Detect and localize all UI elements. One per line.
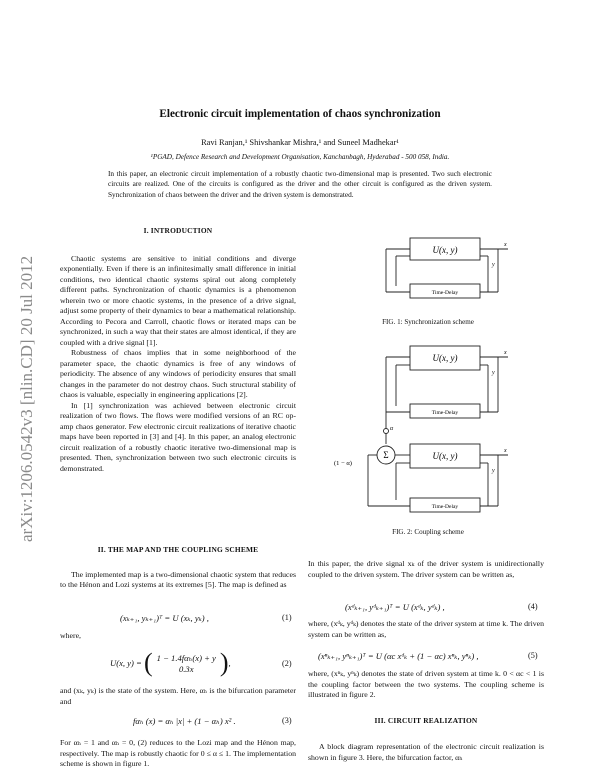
equation-3: fαₕ (x) = αₕ |x| + (1 − αₕ) x² . xyxy=(133,716,236,726)
section-heading-intro: I. INTRODUCTION xyxy=(143,226,213,235)
map-paragraph-1: The implemented map is a two-dimensional chaotic system that reduces to the Hénon and Lozi systems at its extremes [5]. The map is defined as xyxy=(60,569,296,589)
section-heading-circuit: III. CIRCUIT REALIZATION xyxy=(374,716,478,725)
circuit-paragraph-1 xyxy=(308,742,544,763)
fig2-driven-x-label: x xyxy=(504,448,507,454)
fig2-driver-delay-label: Time-Delay xyxy=(431,410,459,416)
fig2-driver-block-label: U(x, y) xyxy=(432,353,458,363)
fig2-driver-x-label: x xyxy=(504,350,507,356)
abstract: In this paper, an electronic circuit implementation of a robustly chaotic two-dimensional map is presented. Two such electronic circuits are realized. One of the circuits is configured as the driver and the other circuit is configured as the driven system. Synchronization of chaos between the driver and the driven system is demonstrated. xyxy=(108,169,492,199)
equation-2-matrix xyxy=(153,653,220,674)
fig2-one-minus-alpha-label: (1 − α) xyxy=(334,460,352,467)
equation-4: (xᵈₖ₊₁, yᵈₖ₊₁)ᵀ = U (xᵈₖ, yᵈₖ) , xyxy=(345,602,445,612)
fig1-delay-label: Time-Delay xyxy=(431,290,459,296)
fig2-driven-block-label: U(x, y) xyxy=(432,451,458,461)
fig1-x-label: x xyxy=(504,242,507,248)
fig2-driven-delay-label: Time-Delay xyxy=(431,504,459,510)
map-paragraph-3: For αₕ = 1 and αₕ = 0, (2) reduces to the Lozi map and the Hénon map, respectively. The map is robustly chaotic for 0 ≤ α ≤ 1. The implementation scheme is shown in figure 1. xyxy=(60,738,296,768)
equation-2: U(x, y) = ( 1 − 1.4fαₕ(x) + y 0.3x ), xyxy=(110,648,231,677)
arxiv-id-text: arXiv:1206.0542v3 [nlin.CD] 20 Jul 2012 xyxy=(17,255,36,542)
where-1: where, xyxy=(60,631,81,640)
intro-paragraph-1: Chaotic systems are sensitive to initial conditions and diverge exponentially. Even if there is an infinitesimally small difference in initial conditions, two identical chaotic systems spiral out along completely different paths. Synchronization of chaotic dynamics is a phenomenon wherein two or more chaotic systems, in the presence of a drive signal, adjust some property of their dynamics to bear a mathematical relationship. According to Pecora and Carroll, chaotic flows or iterated maps can be synchronized, in such a way that their states are almost identical, if they are coupled with a drive signal [1]. xyxy=(60,253,296,347)
equation-2-top: 1 − 1.4fαₕ(x) + y xyxy=(156,652,216,663)
figure-1-caption: FIG. 1: Synchronization scheme xyxy=(382,318,474,326)
equation-3-number: (3) xyxy=(282,716,292,725)
affiliation: ¹PGAD, Defence Research and Development Organisation, Kanchanbagh, Hyderabad - 500 058, India. xyxy=(150,153,450,161)
map-paragraph-2: and (xₖ, yₖ) is the state of the system. Here, αₕ is the bifurcation parameter and xyxy=(60,686,296,706)
fig2-driven-y-label: y xyxy=(492,468,495,474)
right-paragraph-2: where, (xᵈₖ, yᵈₖ) denotes the state of the driver system at time k. The driven system can be written as, xyxy=(308,619,544,639)
left-column xyxy=(60,226,296,474)
equation-1-number: (1) xyxy=(282,613,292,622)
intro-paragraph-2: Robustness of chaos implies that in some neighborhood of the parameter space, the chaotic dynamics is free of any windows of periodicity. The absence of any windows of periodicity ensures that small changes in the parameter do not destroy chaos. Such structural stability of chaos is valuable, especially in engineering applications [2]. xyxy=(60,348,296,399)
equation-5-number: (5) xyxy=(528,651,538,660)
figure-2-caption: FIG. 2: Coupling scheme xyxy=(392,528,464,536)
section-heading-map: II. THE MAP AND THE COUPLING SCHEME xyxy=(97,545,259,554)
equation-5: (xⁿₖ₊₁, yⁿₖ₊₁)ᵀ = U (αc xᵈₖ + (1 − αc) xⁿₖ, yⁿₖ) , xyxy=(318,651,479,661)
equation-1: (xₖ₊₁, yₖ₊₁)ᵀ = U (xₖ, yₖ) , xyxy=(120,613,209,623)
paper-title: Electronic circuit implementation of chaos synchronization xyxy=(159,108,441,120)
figure-2-diagram xyxy=(308,340,548,520)
fig1-y-label: y xyxy=(492,262,495,268)
right-paragraph-1: In this paper, the drive signal xₖ of the driver system is unidirectionally coupled to the driven system. The driver system can be written as, xyxy=(308,559,544,579)
right-paragraph-3: where, (xⁿₖ, yⁿₖ) denotes the state of driven system at time k. 0 < αc < 1 is the coupling factor between the two systems. The coupling scheme is illustrated in figure 2. xyxy=(308,669,544,699)
fig2-sum-label: Σ xyxy=(383,450,389,460)
circuit-paragraph-text: A block diagram representation of the electronic circuit realization is shown in figure 3. Here, the bifurcation factor, αₕ xyxy=(308,742,544,762)
fig2-alpha-label: α xyxy=(390,426,394,432)
intro-paragraph-3: In [1] synchronization was achieved between electronic circuit realization of two flows. The flows were modified versions of an RC op-amp chaos generator. Few electronic circuit realizations of iterative chaotic maps have been reported in [3] and [4]. In this paper, an analog electronic circuit realization of a robustly chaotic iterative two-dimensional map is presented. Then, synchronization between two such electronic circuits is demonstrated. xyxy=(60,400,296,473)
fig1-block-label: U(x, y) xyxy=(432,245,458,255)
author-list: Ravi Ranjan,¹ Shivshankar Mishra,¹ and Suneel Madhekar¹ xyxy=(201,138,399,147)
equation-2-lhs: U(x, y) = xyxy=(110,658,142,668)
equation-4-number: (4) xyxy=(528,602,538,611)
arxiv-identifier xyxy=(2,190,42,550)
equation-2-bottom: 0.3x xyxy=(178,663,194,674)
map-section xyxy=(60,545,296,591)
fig2-driver-y-label: y xyxy=(492,370,495,376)
equation-2-number: (2) xyxy=(282,659,292,668)
